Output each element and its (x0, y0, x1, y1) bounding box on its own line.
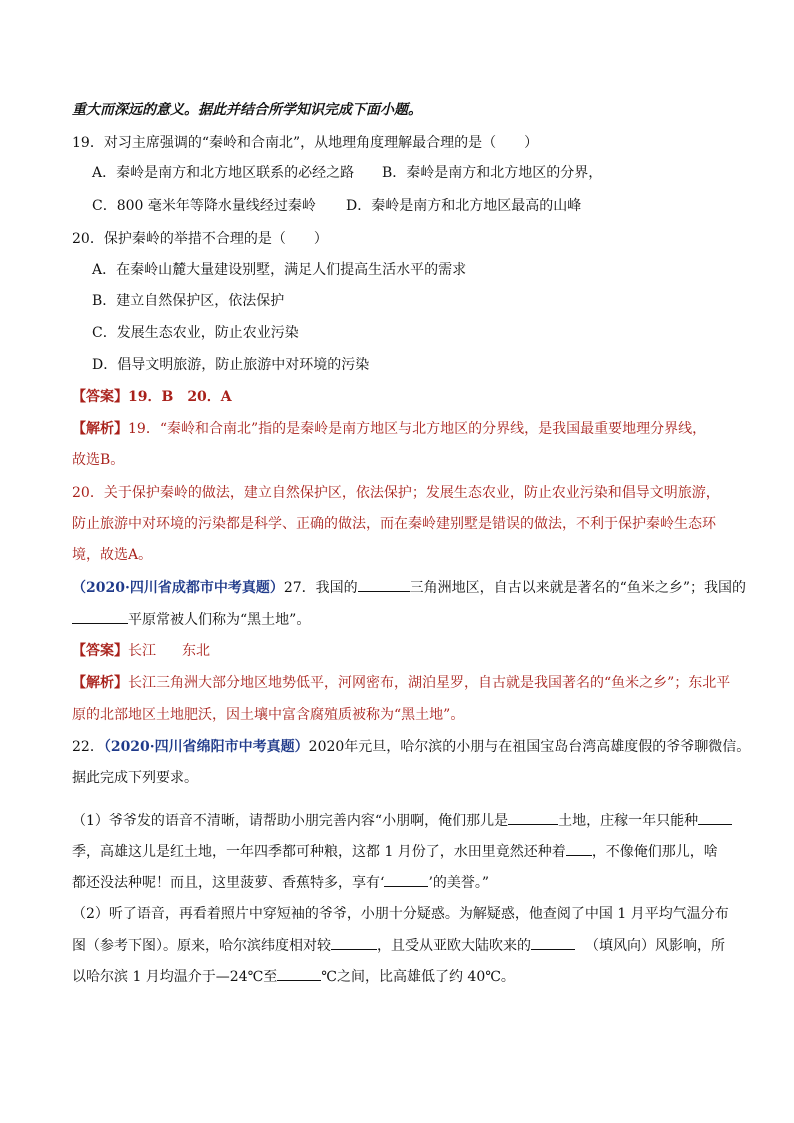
q22-blank-latitude (331, 935, 377, 950)
q22-p1-d: ，不像俺们那儿，啥 (591, 844, 718, 860)
question-22-source: （2020·四川省绵阳市中考真题） (103, 739, 309, 755)
q22-line1-rest: 2020年元旦，哈尔滨的小朋与在祖国宝岛台湾高雄度假的爷爷聊微信。 (308, 739, 751, 755)
q22-part2-line3 (72, 966, 515, 987)
analysis-20-line3: 境，故选A。 (72, 547, 153, 563)
question-27-line2 (72, 609, 310, 630)
q22-p2-f: ℃之间，比高雄低了约 40℃。 (321, 969, 515, 985)
answer-27-a2: 东北 (182, 643, 210, 659)
q22-p1-f: ’的美誉。” (428, 875, 490, 891)
answer-text: 19．B 20．A (128, 389, 232, 405)
q19-option-a: A．秦岭是南方和北方地区联系的必经之路 (92, 165, 355, 181)
analysis-tag: 【解析】 (72, 421, 128, 437)
q22-part1-line1 (72, 810, 732, 831)
q22-number: 22． (72, 739, 104, 755)
q22-p1-e: 都还没法种呢！而且，这里菠萝、香蕉特多，享有‘ (72, 875, 385, 891)
q19-option-d: D．秦岭是南方和北方地区最高的山峰 (346, 198, 582, 214)
q22-part2-line1: （2）听了语音，再看着照片中穿短袖的爷爷，小朋十分疑惑。为解疑惑，他查阅了中国 1 月平均气温分布 (72, 906, 729, 922)
q27-part3: 平原常被人们称为“黑土地”。 (128, 612, 311, 628)
analysis-20-line1: 20．关于保护秦岭的做法，建立自然保护区，依法保护；发展生态农业，防止农业污染和倡导文明旅游， (72, 485, 720, 501)
q20-option-c: C．发展生态农业，防止农业污染 (92, 325, 299, 341)
q22-part1-line2 (72, 841, 718, 862)
answer-tag: 【答案】 (72, 643, 128, 659)
q19-option-b: B．秦岭是南方和北方地区的分界， (382, 165, 603, 181)
analysis-19-line2: 故选B。 (72, 452, 125, 468)
q22-part1-line3 (72, 872, 489, 893)
analysis-27-line1 (72, 673, 730, 693)
q22-p2-e: 以哈尔滨 1 月均温介于—24℃至 (72, 969, 278, 985)
q20-option-a: A．在秦岭山麓大量建设别墅，满足人们提高生活水平的需求 (92, 262, 467, 278)
q22-p2-b: 图（参考下图）。原来，哈尔滨纬度相对较 (72, 938, 331, 954)
q27-blank-2 (72, 609, 128, 624)
q20-option-d: D．倡导文明旅游，防止旅游中对环境的污染 (92, 357, 370, 373)
q27-blank-1 (358, 577, 410, 592)
analysis-text: 19．“秦岭和合南北”指的是秦岭是南方地区与北方地区的分界线，是我国最重要地理分界线， (128, 421, 707, 437)
q22-blank-wind (531, 935, 575, 950)
q27-part1: 27．我国的 (283, 580, 358, 596)
answer-19-20 (72, 387, 232, 407)
q22-blank-reputation (384, 872, 428, 887)
question-27-source: （2020·四川省成都市中考真题） (72, 580, 284, 596)
q22-p2-d: （填风向）风影响，所 (585, 938, 725, 954)
answer-27-a1: 长江 (128, 643, 156, 659)
question-22-line1 (72, 737, 750, 757)
answer-tag: 【答案】 (72, 389, 128, 405)
question-27-line1 (72, 577, 746, 598)
q27-part2: 三角洲地区，自古以来就是著名的“鱼米之乡”；我国的 (409, 580, 746, 596)
intro-line: 重大而深远的意义。据此并结合所学知识完成下面小题。 (72, 102, 422, 118)
q22-p1-b: 土地，庄稼一年只能种 (558, 813, 699, 829)
question-22-line2: 据此完成下列要求。 (72, 770, 198, 786)
q22-blank-crop (566, 841, 592, 856)
q22-blank-temp (277, 966, 321, 981)
analysis-27-line2: 原的北部地区土地肥沃，因土壤中富含腐殖质被称为“黑土地”。 (72, 707, 465, 723)
question-20-stem: 20．保护秦岭的举措不合理的是（ ） (72, 231, 328, 247)
q22-p1-c: 季，高雄这儿是红土地，一年四季都可种粮，这都 1 月份了，水田里竟然还种着 (72, 844, 566, 860)
q22-p1-a: （1）爷爷发的语音不清晰，请帮助小朋完善内容“小朋啊，俺们那儿是 (72, 813, 509, 829)
q22-blank-season (698, 810, 732, 825)
q22-blank-soil (508, 810, 558, 825)
question-19-stem: 19．对习主席强调的“秦岭和合南北”，从地理角度理解最合理的是（ ） (72, 135, 539, 151)
q22-part2-line2 (72, 935, 725, 956)
q22-p2-c: ，且受从亚欧大陆吹来的 (377, 938, 531, 954)
q20-option-b: B．建立自然保护区，依法保护 (92, 293, 285, 309)
analysis-19-line1 (72, 419, 706, 439)
analysis-27-text: 长江三角洲大部分地区地势低平，河网密布，湖泊星罗，自古就是我国著名的“鱼米之乡”；东北平 (128, 675, 731, 691)
answer-27 (72, 641, 210, 661)
q19-option-c: C．800 毫米年等降水量线经过秦岭 (92, 198, 316, 214)
analysis-20-line2: 防止旅游中对环境的污染都是科学、正确的做法，而在秦岭建别墅是错误的做法，不利于保护秦岭生态环 (72, 516, 716, 532)
analysis-tag: 【解析】 (72, 675, 128, 691)
